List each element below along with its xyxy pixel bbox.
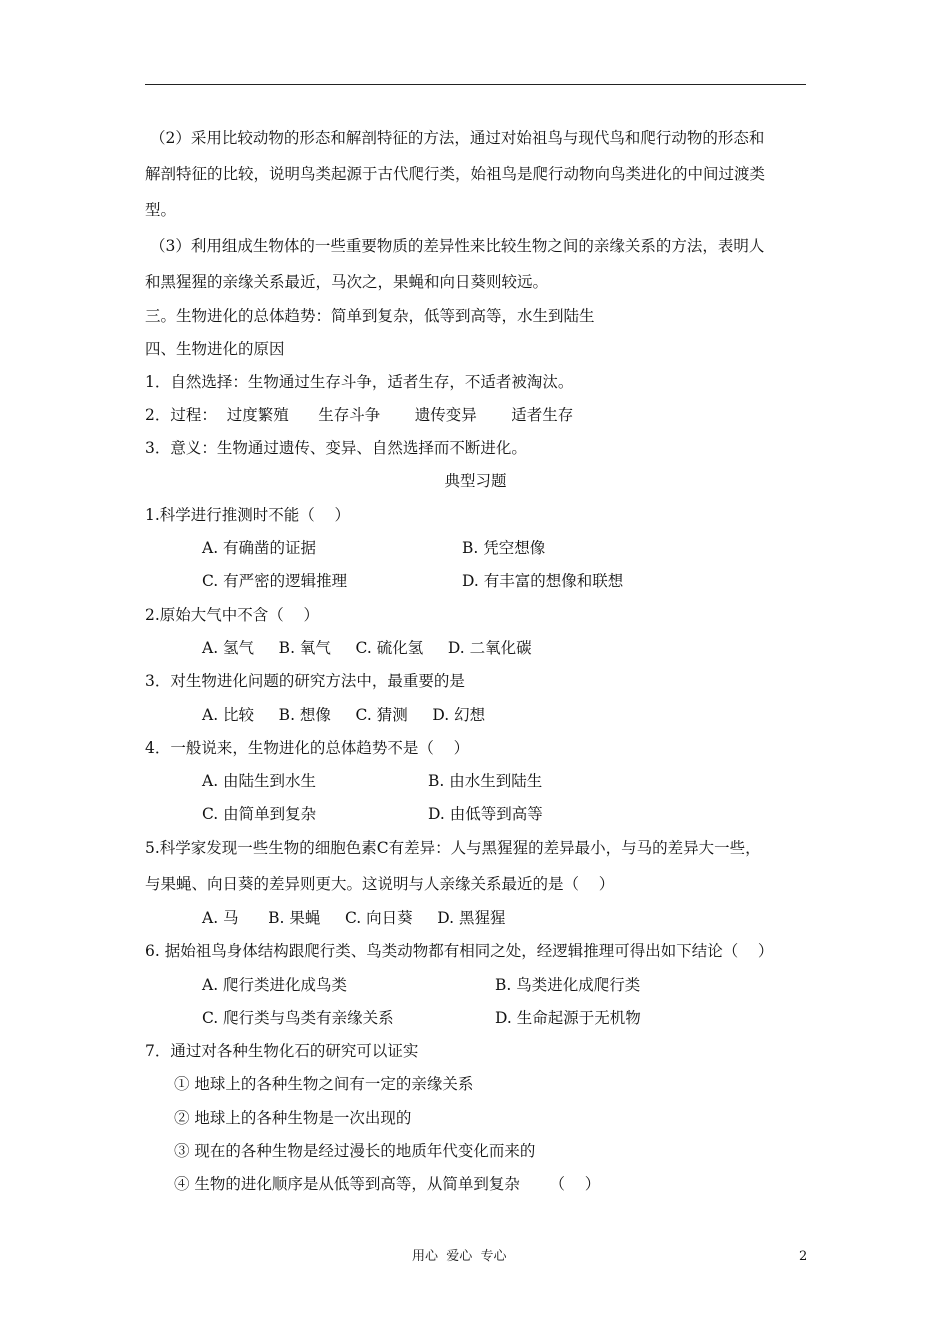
question-5-stem-line-1: 5.科学家发现一些生物的细胞色素C有差异：人与黑猩猩的差异最小，与马的差异大一些， <box>145 839 761 857</box>
question-1-option-c: C. 有严密的逻辑推理 <box>202 572 348 590</box>
question-2-options: A. 氢气 B. 氧气 C. 硫化氢 D. 二氧化碳 <box>202 639 532 657</box>
section-4-item-2: 2．过程： 过度繁殖 生存斗争 遗传变异 适者生存 <box>145 406 574 424</box>
paragraph-2-line-3: 型。 <box>145 201 177 219</box>
question-4-stem: 4．一般说来，生物进化的总体趋势不是（ ） <box>145 739 470 757</box>
exercises-title: 典型习题 <box>444 472 507 490</box>
question-3-options: A. 比较 B. 想像 C. 猜测 D. 幻想 <box>202 706 486 724</box>
question-1-option-a: A. 有确凿的证据 <box>202 539 317 557</box>
question-4-option-c: C. 由简单到复杂 <box>202 805 317 823</box>
question-6-stem: 6. 据始祖鸟身体结构跟爬行类、鸟类动物都有相同之处，经逻辑推理可得出如下结论（ ） <box>145 942 774 960</box>
section-4-item-3: 3．意义：生物通过遗传、变异、自然选择而不断进化。 <box>145 439 527 457</box>
question-1-option-d: D. 有丰富的想像和联想 <box>462 572 624 590</box>
question-5-stem-line-2: 与果蝇、向日葵的差异则更大。这说明与人亲缘关系最近的是（ ） <box>145 875 615 893</box>
question-6-option-d: D. 生命起源于无机物 <box>495 1009 641 1027</box>
question-7-statement-4: ④ 生物的进化顺序是从低等到高等，从简单到复杂 （ ） <box>174 1175 601 1193</box>
question-7-statement-2: ② 地球上的各种生物是一次出现的 <box>174 1109 412 1127</box>
question-4-option-b: B. 由水生到陆生 <box>428 772 543 790</box>
question-1-stem: 1.科学进行推测时不能（ ） <box>145 506 350 524</box>
question-6-option-c: C. 爬行类与鸟类有亲缘关系 <box>202 1009 394 1027</box>
paragraph-2-line-2: 解剖特征的比较，说明鸟类起源于古代爬行类，始祖鸟是爬行动物向鸟类进化的中间过渡类 <box>145 165 766 183</box>
section-4-item-1: 1．自然选择：生物通过生存斗争，适者生存，不适者被淘汰。 <box>145 373 574 391</box>
question-7-statement-1: ① 地球上的各种生物之间有一定的亲缘关系 <box>174 1075 474 1093</box>
header-rule <box>145 84 806 85</box>
section-4-heading: 四、生物进化的原因 <box>145 340 285 358</box>
question-6-option-a: A. 爬行类进化成鸟类 <box>202 976 348 994</box>
question-4-option-d: D. 由低等到高等 <box>428 805 543 823</box>
paragraph-3-line-2: 和黑猩猩的亲缘关系最近，马次之，果蝇和向日葵则较远。 <box>145 273 549 291</box>
section-3-heading: 三。生物进化的总体趋势：简单到复杂，低等到高等，水生到陆生 <box>145 307 595 325</box>
paragraph-2-line-1: （2）采用比较动物的形态和解剖特征的方法，通过对始祖鸟与现代鸟和爬行动物的形态和 <box>150 129 765 147</box>
question-6-option-b: B. 鸟类进化成爬行类 <box>495 976 641 994</box>
question-2-stem: 2.原始大气中不含（ ） <box>145 606 319 624</box>
question-4-option-a: A. 由陆生到水生 <box>202 772 317 790</box>
page-number: 2 <box>799 1249 808 1264</box>
question-7-statement-3: ③ 现在的各种生物是经过漫长的地质年代变化而来的 <box>174 1142 536 1160</box>
question-1-option-b: B. 凭空想像 <box>462 539 546 557</box>
question-5-options: A. 马 B. 果蝇 C. 向日葵 D. 黑猩猩 <box>202 909 506 927</box>
question-3-stem: 3．对生物进化问题的研究方法中，最重要的是 <box>145 672 465 690</box>
footer-motto: 用心 爱心 专心 <box>412 1249 507 1264</box>
paragraph-3-line-1: （3）利用组成生物体的一些重要物质的差异性来比较生物之间的亲缘关系的方法，表明人 <box>150 237 765 255</box>
question-7-stem: 7．通过对各种生物化石的研究可以证实 <box>145 1042 419 1060</box>
